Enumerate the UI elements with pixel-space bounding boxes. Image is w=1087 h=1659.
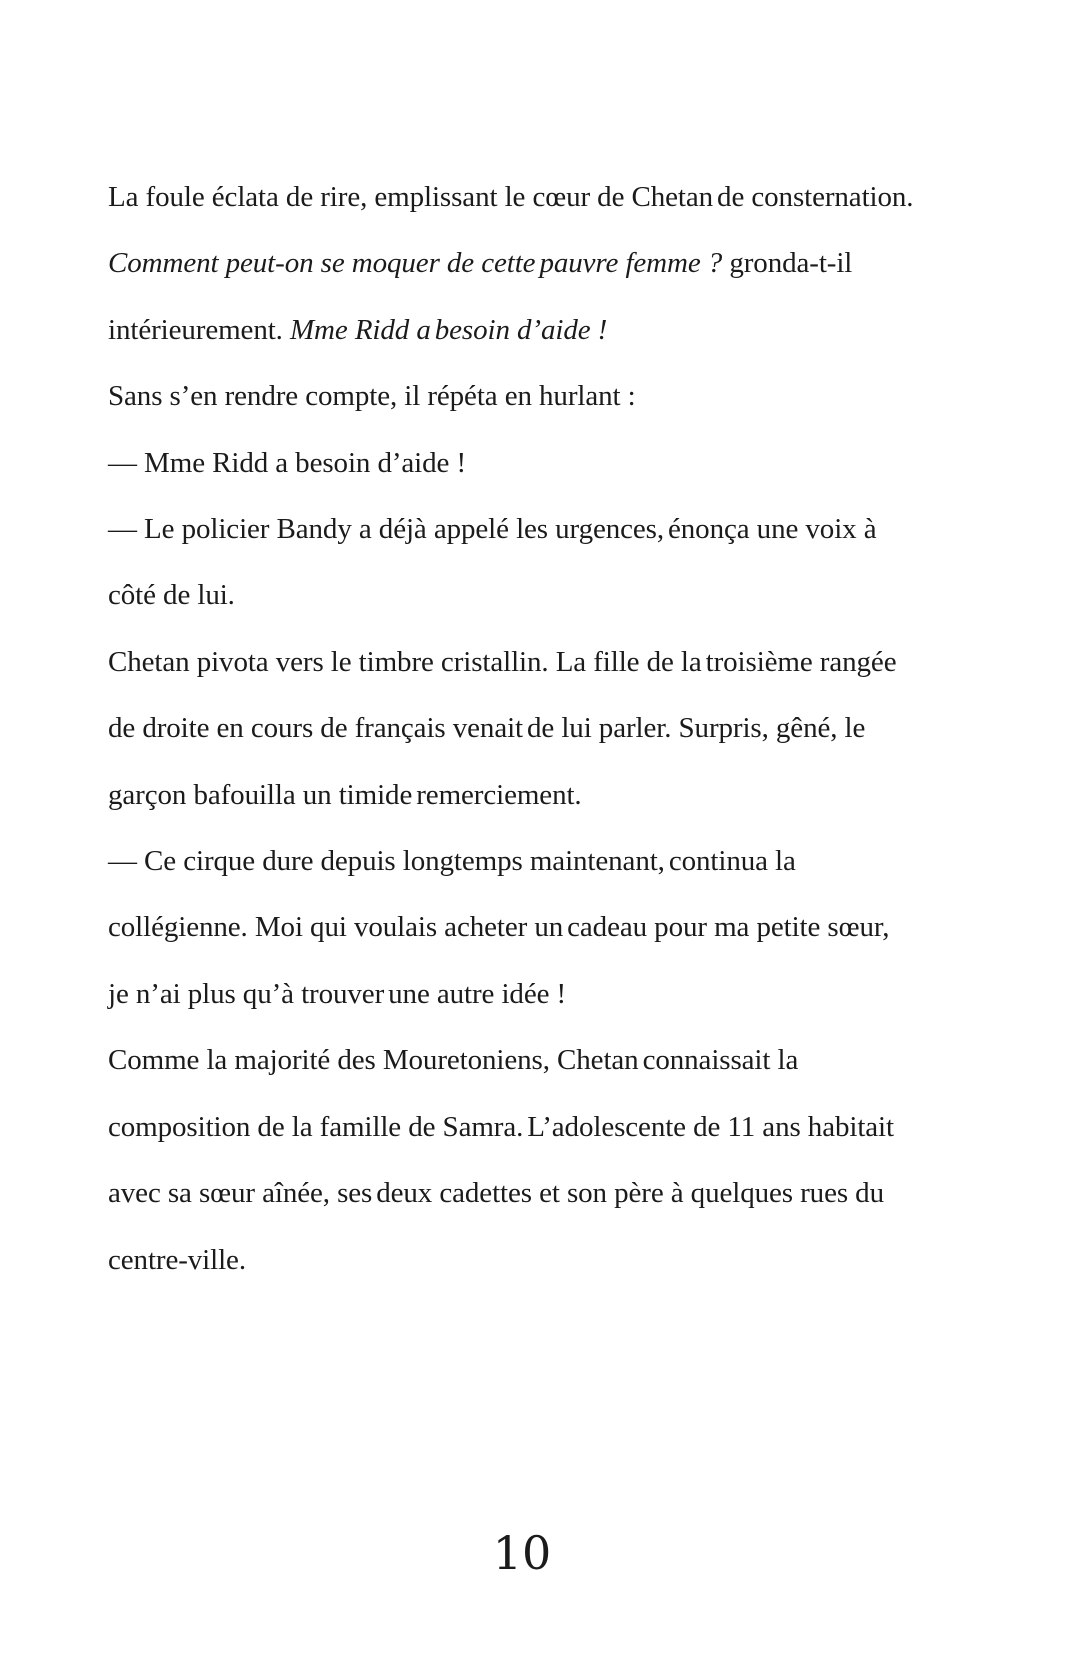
text-run: continua la collégienne. Moi qui voulais acheter un xyxy=(108,845,796,944)
page-number: 10 xyxy=(492,1526,552,1580)
text-line xyxy=(108,513,664,545)
text-run: de consternation. xyxy=(717,181,914,213)
body-text xyxy=(108,164,915,1293)
text-run: La foule éclata de rire, emplissant le cœur de Chetan xyxy=(108,181,714,213)
text-run: — Le policier Bandy a déjà appelé les urgences, xyxy=(108,513,665,546)
paragraph-7 xyxy=(108,1027,915,1293)
text-run: L’adolescente de 11 ans habitait avec sa sœur aînée, ses xyxy=(108,1110,894,1210)
text-run: une autre idée ! xyxy=(388,977,567,1010)
text-run-italic: Comment peut-on se moquer de cette xyxy=(108,247,536,280)
paragraph-6-dialogue xyxy=(108,828,915,1027)
text-run: troisième rangée de droite en cours de français venait xyxy=(108,645,897,745)
text-line xyxy=(108,447,466,479)
paragraph-1 xyxy=(108,164,915,363)
paragraph-2 xyxy=(108,363,915,429)
text-line xyxy=(416,779,581,811)
text-run: Chetan pivota vers le timbre cristallin. La fille de la xyxy=(108,645,702,678)
text-run: connaissait la composition de la famille de Samra. xyxy=(108,1044,799,1143)
text-run: cadeau pour ma petite sœur, je n’ai plus qu’à trouver xyxy=(108,911,890,1010)
text-run: énonça une voix à côté de lui. xyxy=(108,513,877,612)
text-line xyxy=(108,646,702,678)
text-line xyxy=(108,845,665,877)
paragraph-5 xyxy=(108,629,915,828)
text-run-italic: besoin d’aide ! xyxy=(434,313,608,346)
paragraph-4-dialogue xyxy=(108,496,915,629)
text-run: — Ce cirque dure depuis longtemps maintenant, xyxy=(108,845,665,878)
text-line xyxy=(108,181,713,213)
text-run: — Mme Ridd a besoin d’aide ! xyxy=(108,446,467,479)
text-run: gronda-t-il intérieurement. xyxy=(108,247,853,346)
text-line xyxy=(435,314,607,346)
text-run-italic: pauvre femme ? xyxy=(539,247,730,280)
text-run: de lui parler. Surpris, gêné, le garçon bafouilla un timide xyxy=(108,712,866,811)
text-run: Sans s’en rendre compte, il répéta en hurlant : xyxy=(108,380,636,413)
paragraph-3-dialogue xyxy=(108,430,915,496)
text-run: remerciement. xyxy=(416,778,582,811)
text-line xyxy=(108,380,636,412)
text-run-italic: Mme Ridd a xyxy=(290,313,431,346)
text-run: Comme la majorité des Mouretoniens, Chetan xyxy=(108,1044,639,1077)
text-run: deux cadettes et son père à quelques rues du centre-ville. xyxy=(108,1177,884,1276)
text-line xyxy=(108,1044,639,1076)
text-line xyxy=(388,978,566,1010)
